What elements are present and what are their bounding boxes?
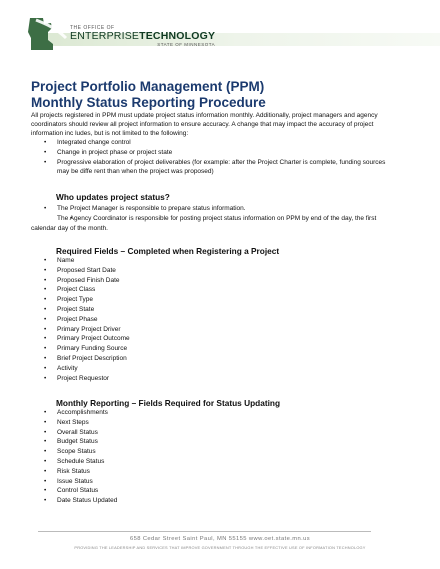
list-item: • Risk Status xyxy=(44,467,117,477)
list-item: • Primary Project Outcome xyxy=(44,334,130,344)
list-item: • Control Status xyxy=(44,486,117,496)
list-item: • Progressive elaboration of project deliverables (for example: after the Project Charter is complete, funding sources may be diffe rent than when the project was proposed) xyxy=(44,158,397,178)
title-line1: Project Portfolio Management (PPM) xyxy=(31,79,265,94)
change-list xyxy=(44,138,397,177)
list-item: • Primary Project Driver xyxy=(44,325,130,335)
required-fields-list xyxy=(44,256,130,383)
intro-paragraph: All projects registered in PPM must update project status information monthly. Additionally, project managers and agency coordinators should review all project information to ensure accuracy. A change that may impact the accuracy of project information inc ludes, but is not limited to the following: xyxy=(31,112,378,137)
footer-address: 658 Cedar Street Saint Paul, MN 55155 www.oet.state.mn.us xyxy=(129,536,311,542)
minnesota-state-icon xyxy=(26,16,68,52)
section-heading-monthly-reporting: Monthly Reporting – Fields Required for Status Updating xyxy=(56,398,281,408)
list-item: • Budget Status xyxy=(44,437,117,447)
list-item: • Schedule Status xyxy=(44,457,117,467)
list-item: • Project Requestor xyxy=(44,374,130,384)
list-item: • Project Class xyxy=(44,285,130,295)
list-item: • Project Phase xyxy=(44,315,130,325)
list-item: • Issue Status xyxy=(44,477,117,487)
list-item: • Brief Project Description xyxy=(44,354,130,364)
org-state: STATE OF MINNESOTA xyxy=(157,42,216,47)
list-item: • Overall Status xyxy=(44,428,117,438)
list-item: • Name xyxy=(44,256,130,266)
list-item: • Next Steps xyxy=(44,418,117,428)
list-item: • Project Type xyxy=(44,295,130,305)
list-item: • The Project Manager is responsible to prepare status information. xyxy=(31,204,397,214)
monthly-reporting-list xyxy=(44,408,117,506)
title-line2: Monthly Status Reporting Procedure xyxy=(31,95,266,110)
list-item: • Activity xyxy=(44,364,130,374)
list-item: • Accomplishments xyxy=(44,408,117,418)
list-item: • Scope Status xyxy=(44,447,117,457)
list-item: • The Agency Coordinator is responsible for posting project status information on PPM by end of the day, the first calendar day of the month. xyxy=(31,214,397,234)
who-updates-list xyxy=(31,204,397,233)
footer-tagline: PROVIDING THE LEADERSHIP AND SERVICES THAT IMPROVE GOVERNMENT THROUGH THE EFFECTIVE USE OF INFORMATION TECHNOLOGY xyxy=(74,545,366,550)
list-item: • Date Status Updated xyxy=(44,496,117,506)
page-title xyxy=(31,79,266,111)
section-heading-who-updates: Who updates project status? xyxy=(56,192,170,202)
list-item: • Integrated change control xyxy=(44,138,397,148)
letterhead xyxy=(0,0,440,58)
list-item: • Change in project phase or project state xyxy=(44,148,397,158)
section-heading-required-fields: Required Fields – Completed when Registering a Project xyxy=(56,246,280,256)
list-item: • Proposed Finish Date xyxy=(44,276,130,286)
footer-divider xyxy=(38,531,371,532)
org-line1: THE OFFICE OF xyxy=(70,25,115,31)
org-name: ENTERPRISETECHNOLOGY xyxy=(70,30,216,42)
list-item: • Primary Funding Source xyxy=(44,344,130,354)
list-item: • Proposed Start Date xyxy=(44,266,130,276)
org-logo-text xyxy=(70,25,215,48)
list-item: • Project State xyxy=(44,305,130,315)
